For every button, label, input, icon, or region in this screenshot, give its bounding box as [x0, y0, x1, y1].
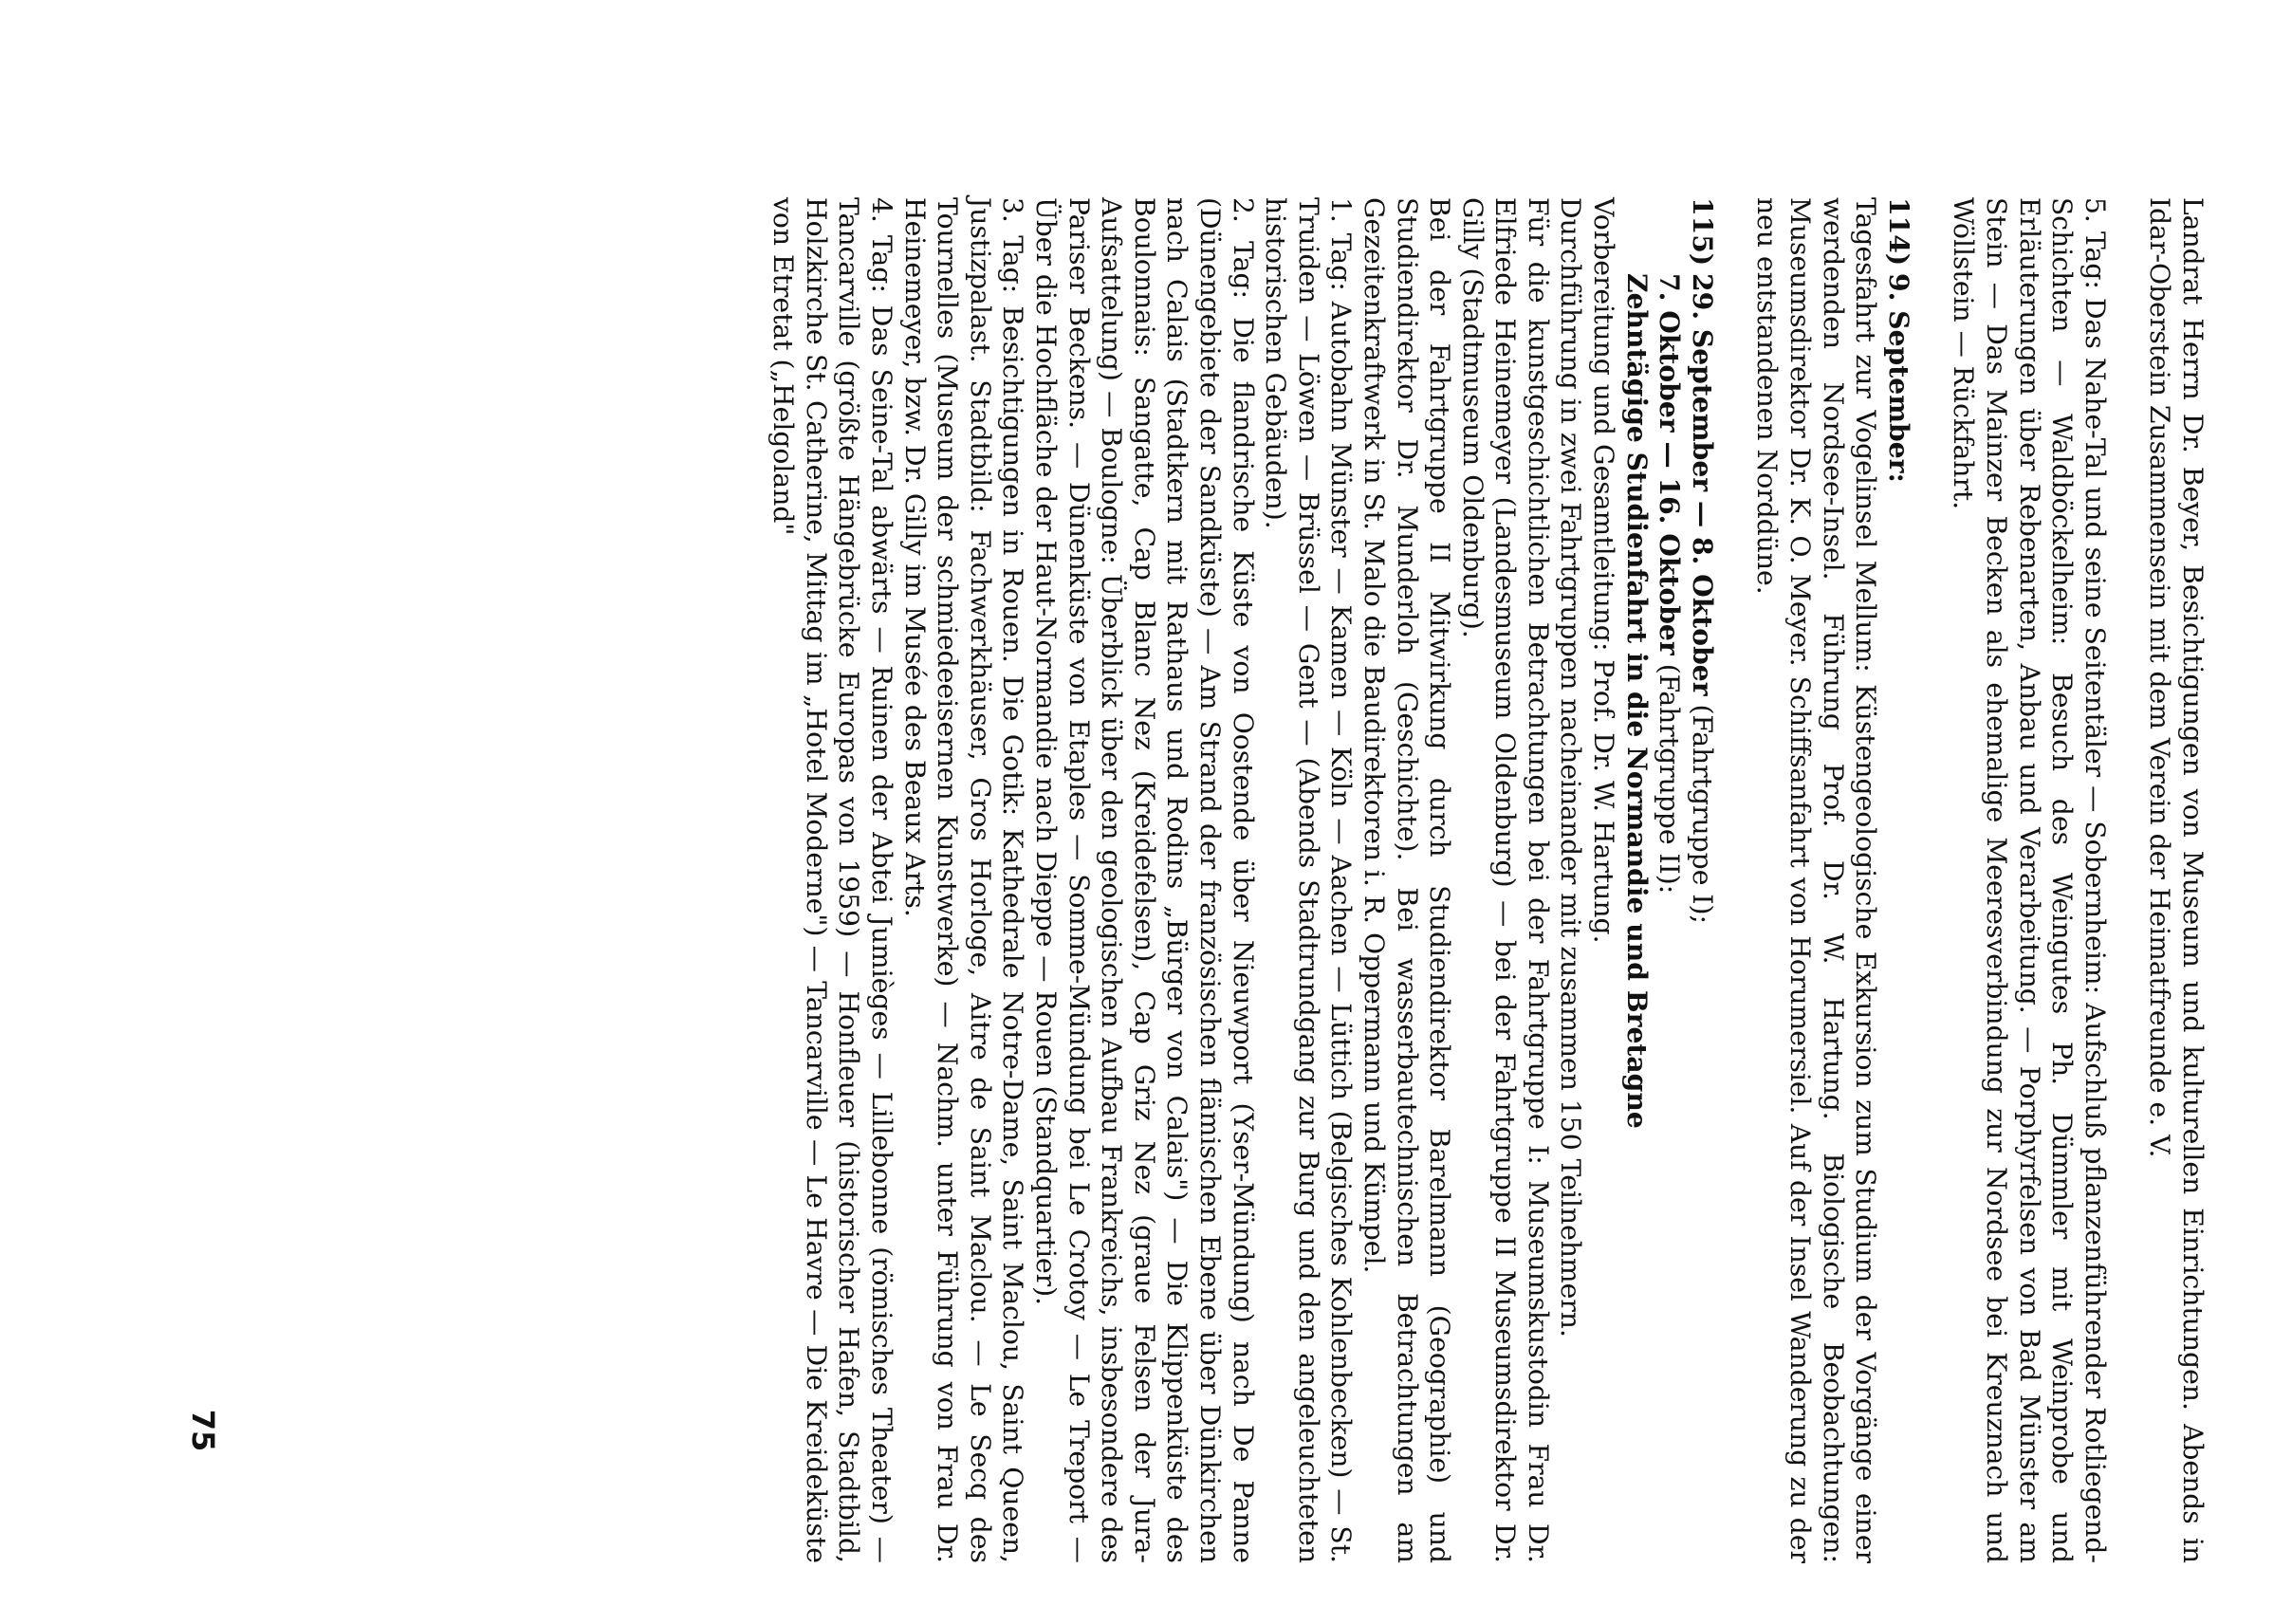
paragraph-gap — [2111, 197, 2143, 1563]
entry-115-line: Vorbereitung und Gesamtleitung: Prof. Dr. W. Hartung. — [1588, 197, 1620, 944]
entry-114-text: Tagesfahrt zur Vogelinsel Mellum: Küstengeologische Exkursion zum Studium der Vorgänge einer werdenden Nordsee-Insel. Führung Prof. Dr. W. Hartung. Biologische Beobachtungen: Museumsdirektor Dr. K. O. Meyer. Schiffsanfahrt von Horumersiel. Auf der Insel Wanderung zu der neu entstandenen Norddüne. — [1751, 197, 1882, 1563]
intro-paragraph: Landrat Herrn Dr. Beyer, Besichtigungen von Museum und kulturellen Einrichtungen. Abends in Idar-Oberstein Zusammensein mit dem Verein der Heimatfreunde e. V. — [2144, 197, 2209, 1563]
entry-115-title: Zehntägige Studienfahrt in die Normandie und Bretagne — [1620, 273, 1653, 1129]
entry-115-heading-line2 — [1653, 197, 1686, 1563]
entry-115-group2: (Fahrtgruppe II): — [1654, 663, 1686, 895]
entry-114-number: 114) — [1882, 197, 1914, 267]
entry-115-date2: 7. Oktober — 16. Oktober — [1654, 273, 1686, 655]
entry-115-day3: 3. Tag: Besichtigungen in Rouen. Die Gotik: Kathedrale Notre-Dame, Saint Maclou, Saint Queen, Justizpalast. Stadtbild: Fachwerkhäuser, Gros Horloge, Aitre de Saint Maclou. — Le Secq des Tournelles (Museum der schmiedeeisernen Kunstwerke) — Nachm. unter Führung von Frau Dr. Heinemeyer, bzw. Dr. Gilly im Musée des Beaux Arts. — [898, 197, 1029, 1563]
page-number: 75 — [185, 1409, 221, 1452]
entry-114-date: 9. September: — [1882, 273, 1914, 483]
entry-115-number: 115) — [1686, 197, 1718, 267]
entry-114-heading — [1881, 197, 1914, 1563]
entry-115-day4: 4. Tag: Das Seine-Tal abwärts — Ruinen der Abtei Jumièges — Lillebonne (römisches Theater) — Tancarville (größte Hängebrücke Europas von 1959) — Honfleuer (historischer Hafen, Stadtbild, Holzkirche St. Catherine, Mittag im „Hotel Moderne") — Tancarville — Le Havre — Die Kreideküste von Etretat („Helgoland" — [767, 197, 898, 1563]
paragraph-gap — [1914, 197, 1947, 1563]
entry-115-date1: 29. September — 8. Oktober — [1686, 273, 1718, 696]
entry-115-heading-line1 — [1685, 197, 1718, 1563]
entry-115-day2: 2. Tag: Die flandrische Küste von Oostende über Nieuwport (Yser-Mündung) nach De Panne (Dünengebiete der Sandküste) — Am Strand der französischen flämischen Ebene über Dünkirchen nach Calais (Stadtkern mit Rathaus und Rodins „Bürger von Calais") — Die Klippenküste des Boulonnais: Sangatte, Cap Blanc Nez (Kreidefelsen), Cap Griz Nez (graue Felsen der Jura-Aufsattelung) — Boulogne: Überblick über den geologischen Aufbau Frankreichs, insbesondere des Pariser Beckens. — Dünenküste von Etaples — Somme-Mündung bei Le Crotoy — Le Treport — Über die Hochfläche der Haut-Normandie nach Dieppe — Rouen (Standquartier). — [1030, 197, 1259, 1563]
entry-115-line: Für die kunstgeschichtlichen Betrachtungen bei der Fahrtgruppe I: Museumskustodin Frau Dr. Elfriede Heinemeyer (Landesmuseum Oldenburg) — bei der Fahrtgruppe II Museumsdirektor Dr. Gilly (Stadtmuseum Oldenburg). — [1456, 197, 1554, 1563]
entry-115-day1: 1. Tag: Autobahn Münster — Kamen — Köln — Aachen — Lüttich (Belgisches Kohlenbecken) — St. Truiden — Löwen — Brüssel — Gent — (Abends Stadtrundgang zur Burg und den angeleuchteten historischen Gebäuden). — [1260, 197, 1358, 1563]
entry-114 — [1750, 197, 1914, 1563]
entry-115-line: Bei der Fahrtgruppe II Mitwirkung durch Studiendirektor Barelmann (Geographie) und Studiendirektor Dr. Munderloh (Geschichte). Bei wasserbautechnischen Betrachtungen am Gezeitenkraftwerk in St. Malo die Baudirektoren i. R. Oppermann und Kümpel. — [1358, 197, 1456, 1563]
entry-115-line: Durchführung in zwei Fahrtgruppen nacheinander mit zusammen 150 Teilnehmern. — [1555, 197, 1587, 1338]
entry-115 — [767, 197, 1718, 1563]
day5-paragraph: 5. Tag: Das Nahe-Tal und seine Seitentäler — Sobernheim: Aufschluß pflanzenführender Rotliegend-Schichten — Waldböckelheim: Besuch des Weingutes Ph. Dümmler mit Weinprobe und Erläuterungen über Rebenarten, Anbau und Verarbeitung. — Porphyrfelsen von Bad Münster am Stein — Das Mainzer Becken als ehemalige Meeresverbindung zur Nordsee bei Kreuznach und Wöllstein — Rückfahrt. — [1948, 197, 2111, 1563]
entry-115-group1: (Fahrtgruppe I); — [1686, 704, 1718, 924]
text-column — [254, 197, 2209, 1563]
paragraph-gap — [1718, 197, 1750, 1563]
